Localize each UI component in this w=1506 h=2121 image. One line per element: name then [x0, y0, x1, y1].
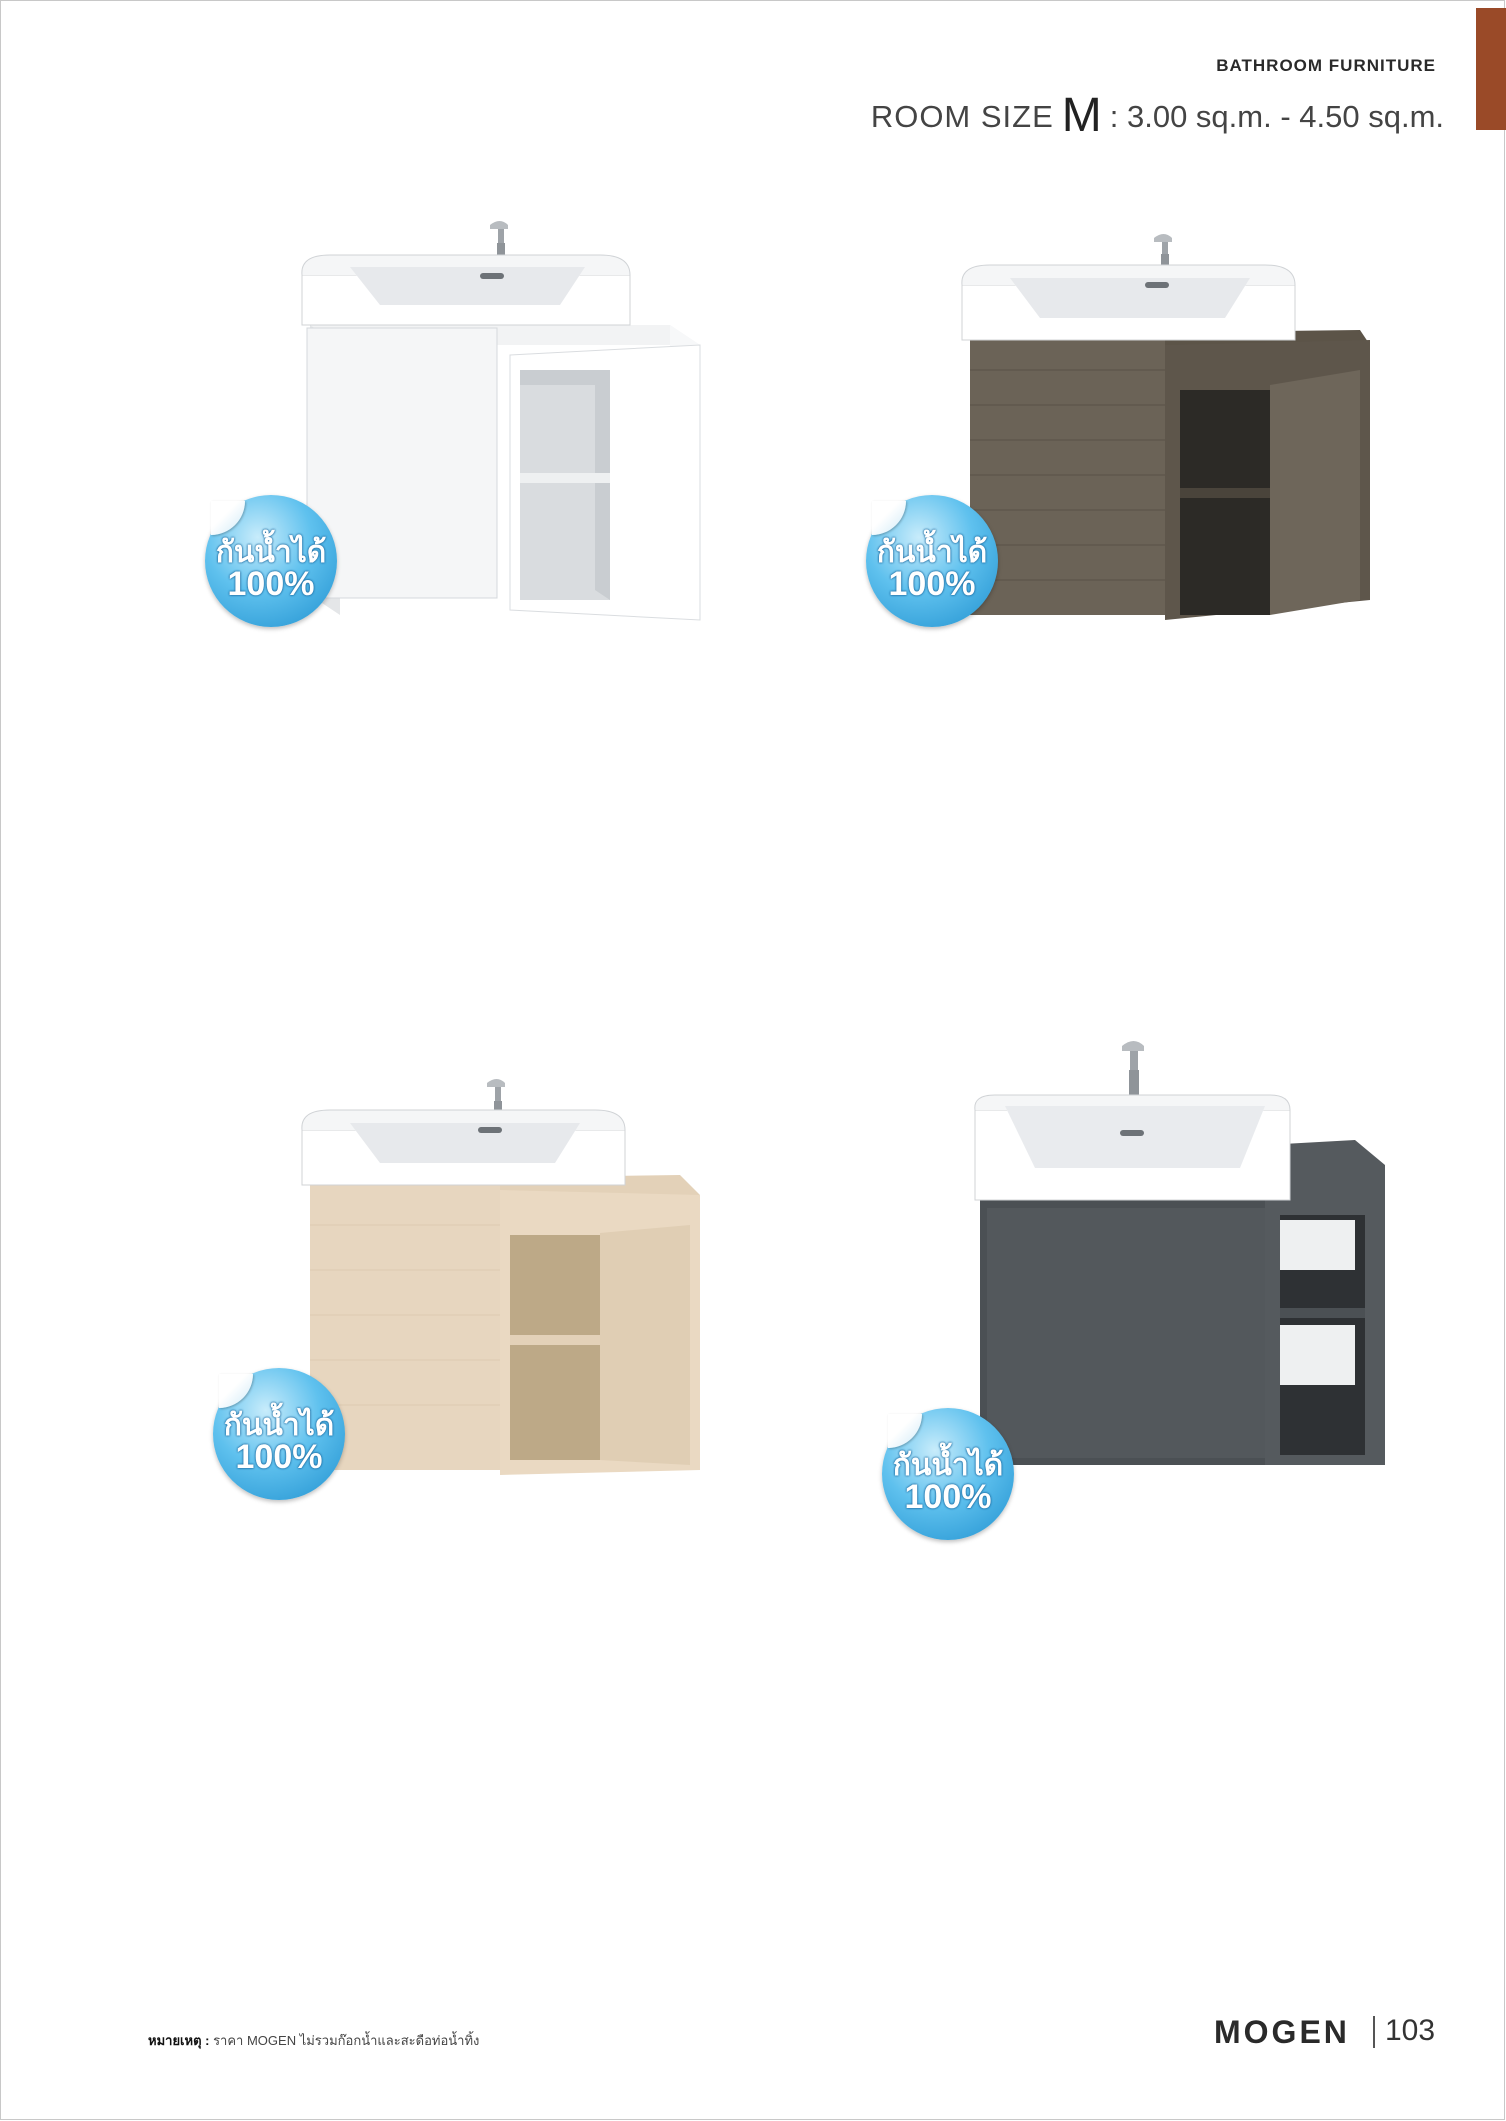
waterproof-badge — [882, 1408, 1014, 1540]
brand-logo: MOGEN — [1214, 2014, 1350, 2050]
product-image-u3 — [290, 1075, 710, 1495]
category-heading: BATHROOM FURNITURE — [1216, 56, 1436, 75]
badge-line2: 100% — [904, 1478, 992, 1516]
room-size-prefix: ROOM SIZE — [870, 99, 1054, 134]
product-image-kv — [965, 1040, 1405, 1480]
page-number: 103 — [1385, 2014, 1436, 2047]
footer-note-label: หมายเหตุ : — [148, 2033, 210, 2048]
room-size-range: : 3.00 sq.m. - 4.50 sq.m. — [1109, 99, 1444, 134]
footer-divider — [1373, 2016, 1375, 2048]
product-image-k2 — [290, 215, 730, 635]
footer-note-text: ราคา MOGEN ไม่รวมก๊อกน้ำและสะดือท่อน้ำทิ้ง — [213, 2033, 480, 2048]
room-size-letter: M — [1061, 89, 1102, 142]
waterproof-badge — [866, 495, 998, 627]
footer-note — [148, 2030, 479, 2051]
badge-line1: กันน้ำได้ — [892, 1449, 1004, 1482]
badge-line2: 100% — [227, 565, 315, 603]
product-image-s1 — [950, 230, 1380, 630]
badge-line1: กันน้ำได้ — [876, 536, 988, 569]
badge-line2: 100% — [235, 1438, 323, 1476]
room-size-heading — [871, 88, 1444, 143]
badge-line1: กันน้ำได้ — [223, 1409, 335, 1442]
waterproof-badge — [213, 1368, 345, 1500]
waterproof-badge — [205, 495, 337, 627]
badge-line2: 100% — [888, 565, 976, 603]
badge-line1: กันน้ำได้ — [215, 536, 327, 569]
accent-bar — [1476, 8, 1506, 130]
